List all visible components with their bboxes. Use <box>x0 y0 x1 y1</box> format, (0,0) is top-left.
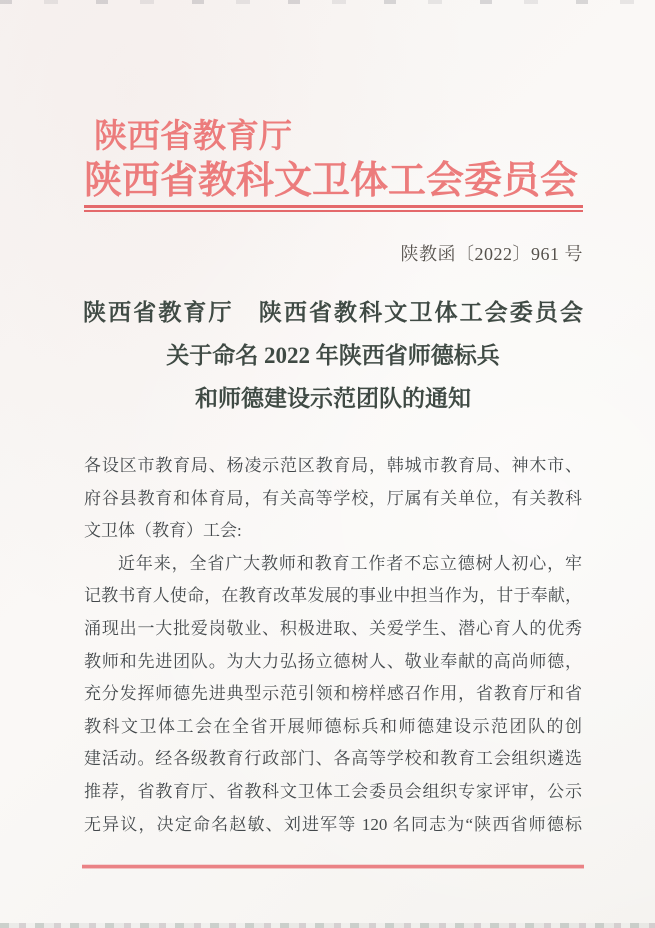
body-line: 建活动。经各级教育行政部门、各高等学校和教育工会组织遴选 <box>84 749 582 769</box>
letterhead-rule <box>84 205 583 212</box>
body-line: 记教书育人使命，在教育改革发展的事业中担当作为，甘于奉献， <box>84 586 582 606</box>
body-line: 教科文卫体工会在全省开展师德标兵和师德建设示范团队的创 <box>84 716 582 736</box>
title-line-3: 和师德建设示范团队的通知 <box>195 386 471 411</box>
body-line: 推荐，省教育厅、省教科文卫体工会委员会组织专家评审，公示 <box>84 781 582 801</box>
body-line: 近年来，全省广大教师和教育工作者不忘立德树人初心，牢 <box>118 553 582 573</box>
body-line: 府谷县教育和体育局，有关高等学校，厅属有关单位，有关教科 <box>84 488 582 508</box>
letterhead-line-2: 陕西省教科文卫体工会委员会 <box>84 160 579 202</box>
notice-title <box>83 291 583 420</box>
scan-artifact-bottom <box>0 923 655 928</box>
body-line: 教师和先进团队。为大力弘扬立德树人、敬业奉献的高尚师德， <box>84 651 582 671</box>
title-line-2: 关于命名 2022 年陕西省师德标兵 <box>166 343 500 368</box>
body-line: 无异议，决定命名赵敏、刘进军等 120 名同志为“陕西省师德标 <box>84 814 582 834</box>
letterhead-line-1: 陕西省教育厅 <box>94 119 292 155</box>
scan-artifact-top <box>0 0 655 4</box>
bottom-rule <box>82 865 584 868</box>
body-line: 各设区市教育局、杨凌示范区教育局，韩城市教育局、神木市、 <box>84 456 582 475</box>
body-line: 文卫体（教育）工会: <box>84 521 242 541</box>
doc-number: 陕教函〔2022〕961 号 <box>400 244 583 264</box>
body-line: 充分发挥师德先进典型示范引领和榜样感召作用，省教育厅和省 <box>84 684 582 704</box>
body-line: 涌现出一大批爱岗敬业、积极进取、关爱学生、潜心育人的优秀 <box>84 618 582 638</box>
body-text <box>84 450 582 841</box>
title-line-1: 陕西省教育厅 陕西省教科文卫体工会委员会 <box>83 300 583 325</box>
